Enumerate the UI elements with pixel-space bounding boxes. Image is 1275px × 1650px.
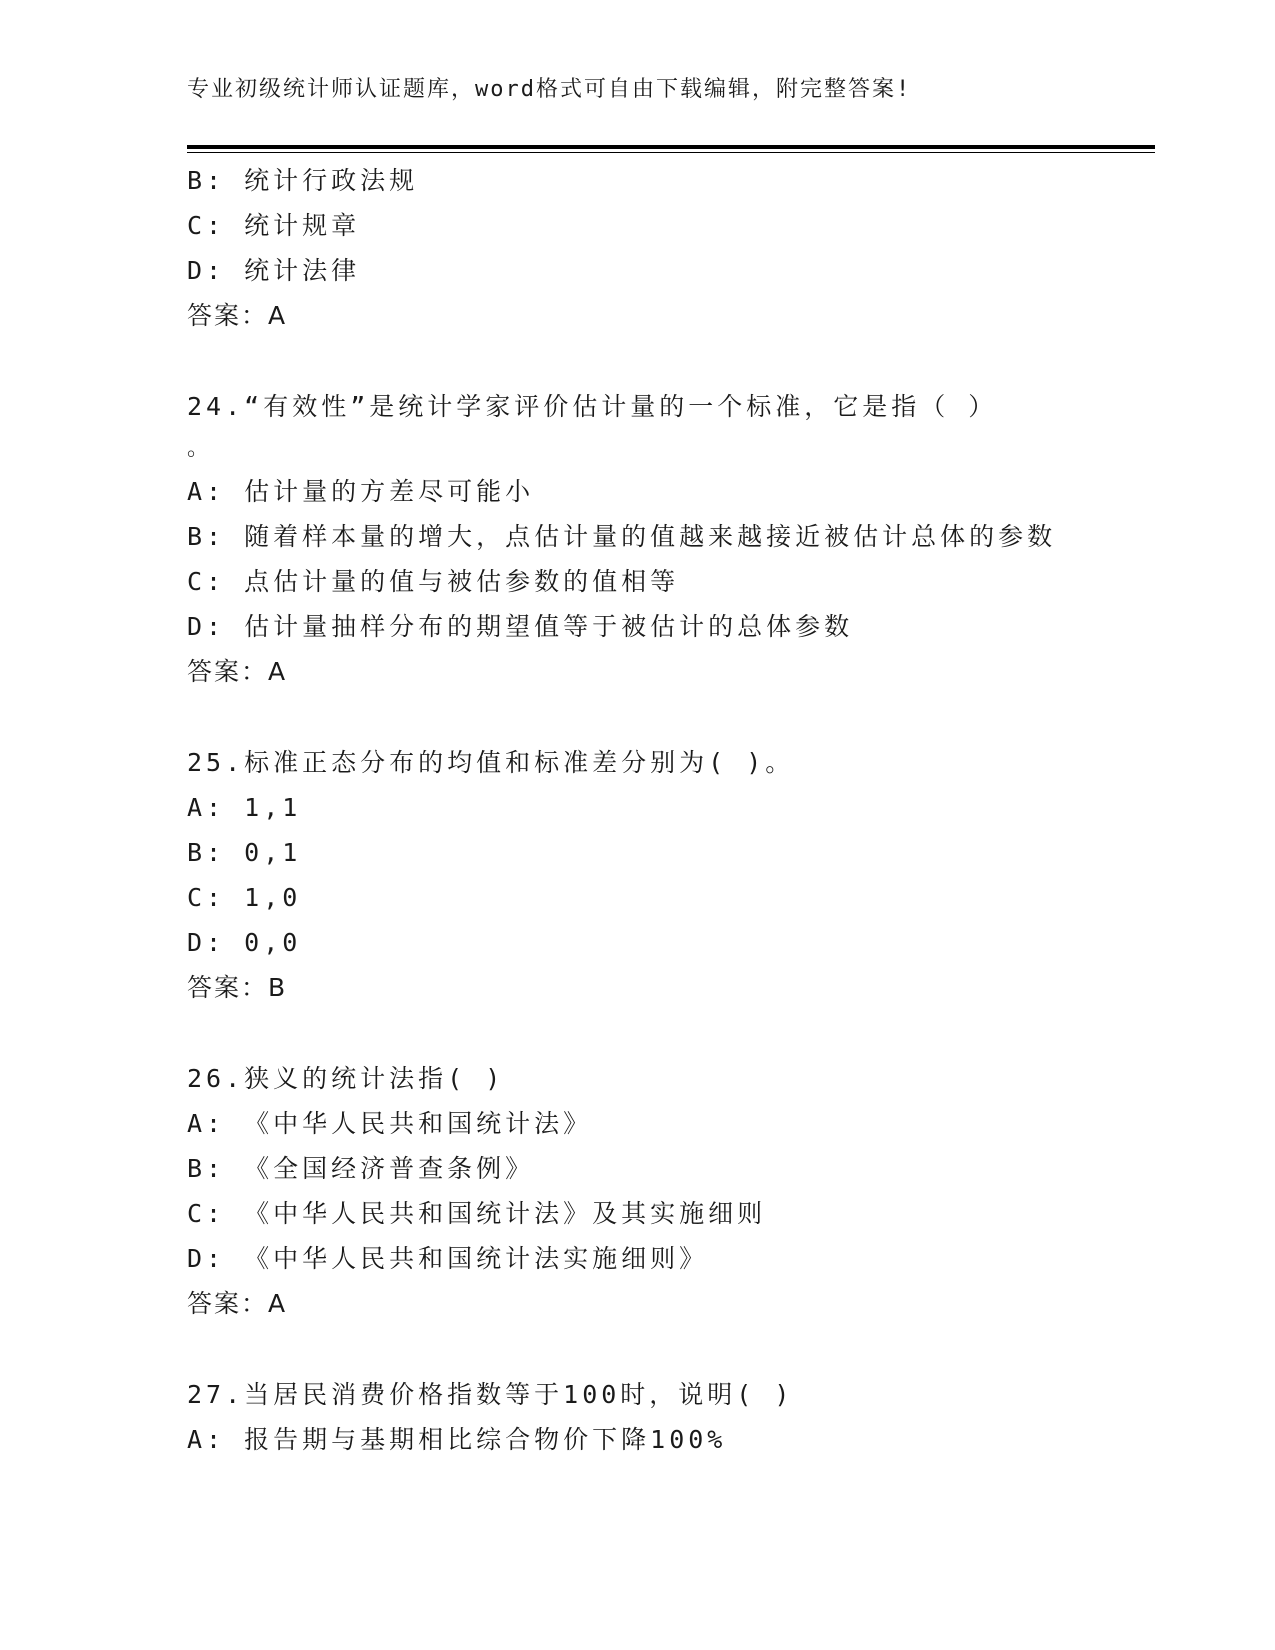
- option-a: A: 1,1: [187, 793, 302, 822]
- question-stem: 24.“有效性”是统计学家评价估计量的一个标准，它是指（ ）: [187, 392, 998, 421]
- answer-label: 答案：A: [187, 301, 288, 330]
- option-c: C: 点估计量的值与被估参数的值相等: [187, 567, 680, 596]
- question-24: [187, 384, 1155, 694]
- option-c: C: 统计规章: [187, 211, 361, 240]
- option-b: B: 随着样本量的增大，点估计量的值越来越接近被估计总体的参数: [187, 522, 1057, 551]
- header-divider-thin: [187, 152, 1155, 153]
- option-a: A: 报告期与基期相比综合物价下降100%: [187, 1425, 727, 1454]
- question-23-tail: [187, 158, 1155, 338]
- question-stem: 26.狭义的统计法指( ): [187, 1064, 505, 1093]
- question-stem: 25.标准正态分布的均值和标准差分别为( )。: [187, 748, 795, 777]
- question-25: [187, 740, 1155, 1010]
- question-27: [187, 1372, 1155, 1462]
- option-c: C: 1,0: [187, 883, 302, 912]
- question-stem: 27.当居民消费价格指数等于100时，说明( ): [187, 1380, 794, 1409]
- option-d: D: 《中华人民共和国统计法实施细则》: [187, 1244, 709, 1273]
- answer-label: 答案：B: [187, 973, 288, 1002]
- answer-label: 答案：A: [187, 1289, 288, 1318]
- page-header-note: 专业初级统计师认证题库，word格式可自由下载编辑，附完整答案!: [187, 77, 912, 102]
- answer-label: 答案：A: [187, 657, 288, 686]
- option-b: B: 0,1: [187, 838, 302, 867]
- question-stem-tail: 。: [187, 436, 214, 461]
- question-content: [187, 158, 1155, 1462]
- option-a: A: 估计量的方差尽可能小: [187, 477, 535, 506]
- option-c: C: 《中华人民共和国统计法》及其实施细则: [187, 1199, 767, 1228]
- question-26: [187, 1056, 1155, 1326]
- header-divider-thick: [187, 145, 1155, 149]
- option-d: D: 估计量抽样分布的期望值等于被估计的总体参数: [187, 612, 854, 641]
- option-a: A: 《中华人民共和国统计法》: [187, 1109, 593, 1138]
- option-b: B: 《全国经济普查条例》: [187, 1154, 535, 1183]
- option-d: D: 0,0: [187, 928, 302, 957]
- option-b: B: 统计行政法规: [187, 166, 419, 195]
- option-d: D: 统计法律: [187, 256, 361, 285]
